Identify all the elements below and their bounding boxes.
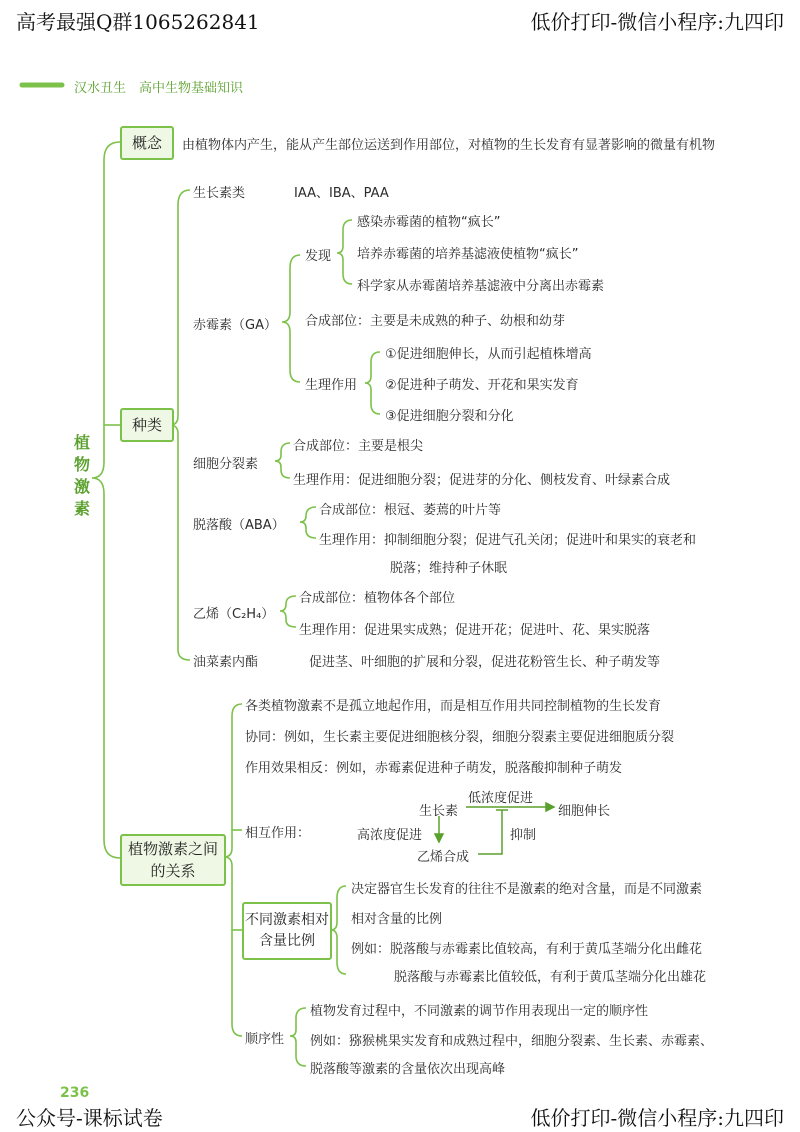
gibberellin-name: 赤霉素（GA） [193, 318, 277, 333]
footer-right-text: 低价打印-微信小程序:九四印 [530, 1106, 784, 1130]
relations-line-2: 协同：例如，生长素主要促进细胞核分裂，细胞分裂素主要促进细胞质分裂 [245, 730, 675, 745]
discovery-label: 发现 [305, 249, 332, 264]
ratio-line-1: 决定器官生长发育的往往不是激素的绝对含量，而是不同激素 [351, 882, 703, 897]
ratio-line-3: 例如：脱落酸与赤霉素比值较高，有利于黄瓜茎端分化出雌花 [351, 942, 703, 957]
interaction-ethylene: 乙烯合成 [417, 850, 470, 865]
function-item-3: ③促进细胞分裂和分化 [385, 409, 514, 424]
concept-box: 概念 [120, 126, 174, 160]
interaction-inhibit: 抑制 [510, 828, 537, 843]
order-line-3: 脱落酸等激素的含量依次出现高峰 [310, 1062, 506, 1077]
interaction-label: 相互作用： [245, 826, 311, 841]
discovery-item-2: 培养赤霉菌的培养基滤液使植物“疯长” [357, 247, 579, 262]
relations-box: 植物激素之间的关系 [120, 834, 226, 886]
function-label: 生理作用 [305, 378, 358, 393]
order-line-1: 植物发育过程中，不同激素的调节作用表现出一定的顺序性 [310, 1004, 649, 1019]
auxin-name: 生长素类 [193, 186, 246, 201]
relations-line-1: 各类植物激素不是孤立地起作用，而是相互作用共同控制植物的生长发育 [245, 699, 662, 714]
discovery-item-1: 感染赤霉菌的植物“疯长” [357, 215, 501, 230]
brassinolide-name: 油菜素内酯 [193, 655, 259, 670]
ratio-line-2: 相对含量的比例 [351, 912, 443, 927]
relations-line-3: 作用效果相反：例如，赤霉素促进种子萌发，脱落酸抑制种子萌发 [245, 761, 623, 776]
discovery-item-3: 科学家从赤霉菌培养基滤液中分离出赤霉素 [357, 279, 605, 294]
aba-function-1: 生理作用：抑制细胞分裂；促进气孔关闭；促进叶和果实的衰老和 [319, 533, 697, 548]
aba-synthesis: 合成部位：根冠、萎蔫的叶片等 [319, 503, 502, 518]
order-label: 顺序性 [245, 1032, 285, 1047]
cytokinin-name: 细胞分裂素 [193, 457, 259, 472]
aba-name: 脱落酸（ABA） [193, 518, 285, 533]
order-line-2: 例如：猕猴桃果实发育和成熟过程中，细胞分裂素、生长素、赤霉素、 [310, 1034, 714, 1049]
aba-function-2: 脱落；维持种子休眠 [390, 561, 508, 576]
ethylene-synthesis: 合成部位：植物体各个部位 [299, 591, 456, 606]
auxin-items: IAA、IBA、PAA [294, 186, 389, 201]
ratio-line-4: 脱落酸与赤霉素比值较低，有利于黄瓜茎端分化出雄花 [394, 970, 707, 985]
page-number: 236 [60, 1085, 90, 1101]
root-title: 植物激素 [73, 433, 90, 518]
subheader: 汉水丑生 高中生物基础知识 [74, 81, 244, 96]
types-box: 种类 [120, 408, 174, 442]
ethylene-function: 生理作用：促进果实成熟；促进开花；促进叶、花、果实脱落 [299, 623, 651, 638]
cytokinin-synthesis: 合成部位：主要是根尖 [293, 439, 424, 454]
function-item-2: ②促进种子萌发、开花和果实发育 [385, 378, 579, 393]
ethylene-name: 乙烯（C₂H₄） [193, 607, 275, 622]
interaction-low: 低浓度促进 [468, 791, 534, 806]
interaction-high: 高浓度促进 [357, 828, 423, 843]
concept-text: 由植物体内产生，能从产生部位运送到作用部位，对植物的生长发育有显著影响的微量有机物 [182, 138, 716, 153]
cytokinin-function: 生理作用：促进细胞分裂；促进芽的分化、侧枝发育、叶绿素合成 [293, 473, 671, 488]
gibberellin-synthesis: 合成部位：主要是未成熟的种子、幼根和幼芽 [305, 314, 566, 329]
interaction-auxin: 生长素 [419, 804, 459, 819]
function-item-1: ①促进细胞伸长，从而引起植株增高 [385, 347, 592, 362]
header-left-text: 高考最强Q群1065262841 [16, 10, 260, 34]
footer-left-text: 公众号-课标试卷 [16, 1106, 163, 1130]
brassinolide-function: 促进茎、叶细胞的扩展和分裂，促进花粉管生长、种子萌发等 [309, 655, 661, 670]
interaction-elongation: 细胞伸长 [558, 804, 611, 819]
ratio-box: 不同激素相对含量比例 [242, 902, 332, 960]
header-right-text: 低价打印-微信小程序:九四印 [530, 10, 784, 34]
